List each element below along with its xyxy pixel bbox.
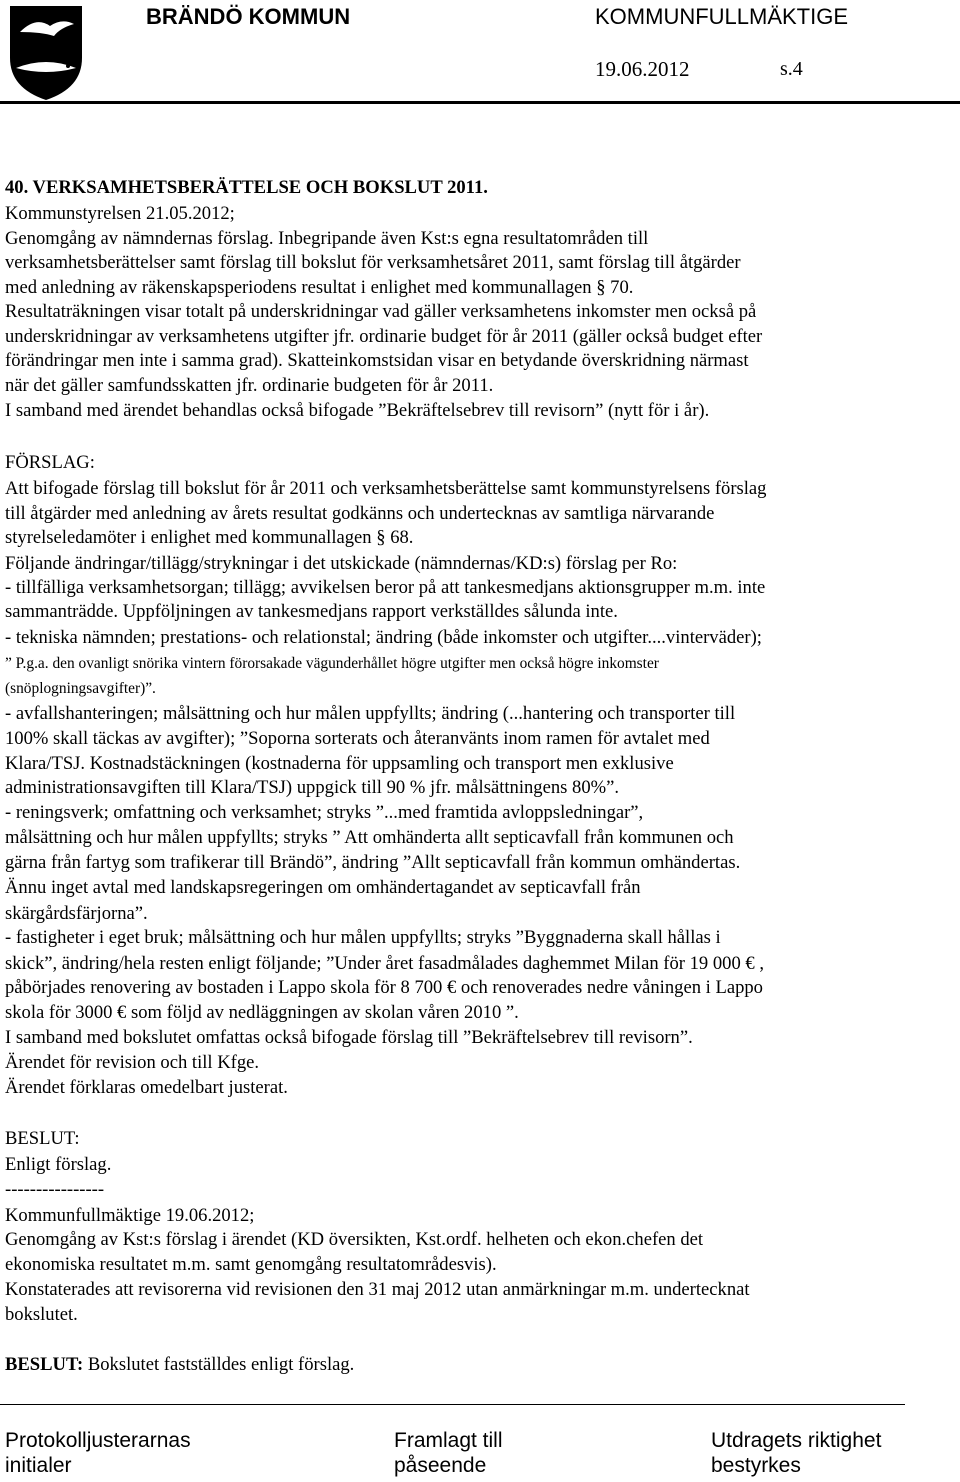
proposal-heading: FÖRSLAG: [5,452,95,473]
text-line: administrationsavgiften till Klara/TSJ) uppgick till 90 % jfr. målsättningens 80%”. [5,777,620,798]
footer-posted-line1: Framlagt till [394,1429,503,1452]
text-line: när det gäller samfundsskatten jfr. ordinarie budgeten för år 2011. [5,375,494,396]
text-line: påbörjades renovering av bostaden i Lappo skola för 8 700 € och renoverades nedre våningen i Lappo [5,977,763,998]
text-line: styrelseledamöter i enlighet med kommunallagen § 68. [5,527,414,548]
text-line: bokslutet. [5,1304,78,1325]
header-rule [0,101,960,104]
council-name: KOMMUNFULLMÄKTIGE [595,4,849,29]
text-line: Genomgång av nämndernas förslag. Inbegripande även Kst:s egna resultatområden till [5,228,649,249]
text-line: Följande ändringar/tillägg/strykningar i det utskickade (nämndernas/KD:s) förslag per Ro: [5,553,678,574]
text-line: förändringar men inte i samma grad). Skatteinkomstsidan visar en betydande överskridning närmast [5,350,749,371]
text-line: Genomgång av Kst:s förslag i ärendet (KD översikten, Kst.ordf. helheten och ekon.chefen det [5,1229,704,1250]
final-decision-text: Bokslutet fastställdes enligt förslag. [83,1354,355,1375]
footer-rule [0,1404,905,1405]
text-line: Kommunstyrelsen 21.05.2012; [5,203,235,224]
text-line: I samband med bokslutet omfattas också bifogade förslag till ”Bekräftelsebrev till revisorn”. [5,1027,693,1048]
footer-initials [5,1428,191,1478]
text-line: verksamhetsberättelser samt förslag till bokslut för verksamhetsåret 2011, samt förslag till åtgärder [5,252,741,273]
text-line: (snöplogningsavgifter)”. [5,680,156,697]
text-line: underskridningar av verksamhetens utgifter jfr. ordinarie budget för år 2011 (gäller också budget efter [5,326,763,347]
text-line: - tillfälliga verksamhetsorgan; tillägg; avvikelsen beror på att tankesmedjans aktionsgrupper m.m. inte [5,577,766,598]
footer-certified [711,1428,881,1478]
text-line: - tekniska nämnden; prestations- och relationstal; ändring (både inkomster och utgifter....vinterväder); [5,627,762,648]
footer-certified-line1: Utdragets riktighet [711,1429,882,1452]
text-line: skärgårdsfärjorna”. [5,903,148,924]
text-line: Att bifogade förslag till bokslut för år 2011 och verksamhetsberättelse samt kommunstyrelsens förslag [5,478,767,499]
text-line: - fastigheter i eget bruk; målsättning och hur målen uppfyllts; stryks ”Byggnaderna skall hållas i [5,927,721,948]
municipality-coat-of-arms [6,2,86,102]
text-line: till åtgärder med anledning av årets resultat godkänns och undertecknas av samtliga närvarande [5,503,715,524]
text-line: Resultaträkningen visar totalt på underskridningar vad gäller verksamhetens inkomster men också på [5,301,757,322]
text-line: I samband med ärendet behandlas också bifogade ”Bekräftelsebrev till revisorn” (nytt för i år). [5,400,710,421]
text-line: ” P.g.a. den ovanligt snörika vintern förorsakade vägunderhållet högre utgifter men också högre inkomster [5,655,659,672]
municipality-name: BRÄNDÖ KOMMUN [146,4,351,29]
decision-heading: BESLUT: [5,1128,80,1149]
footer-initials-line2: initialer [5,1454,72,1477]
text-line: Konstaterades att revisorerna vid revisionen den 31 maj 2012 utan anmärkningar m.m. undertecknat [5,1279,750,1300]
text-line: skola för 3000 € som följd av nedläggningen av skolan våren 2010 ”. [5,1002,519,1023]
final-decision [5,1354,354,1376]
text-line: målsättning och hur målen uppfyllts; stryks ” Att omhänderta allt septicavfall från kommunen och [5,827,734,848]
text-line: skick”, ändring/hela resten enligt följande; ”Under året fasadmålades daghemmet Milan för 19 000 € , [5,953,764,974]
text-line: gärna från fartyg som trafikerar till Brändö”, ändring ”Allt septicavfall från kommun omhändertas. [5,852,741,873]
footer-posted [394,1428,503,1478]
footer-initials-line1: Protokolljusterarnas [5,1429,191,1452]
final-decision-label: BESLUT: [5,1354,84,1375]
text-line: Ärendet förklaras omedelbart justerat. [5,1077,288,1098]
text-line: sammanträdde. Uppföljningen av tankesmedjans rapport verkställdes sålunda inte. [5,601,618,622]
page-number: s.4 [780,58,803,80]
text-line: Ännu inget avtal med landskapsregeringen om omhändertagandet av septicavfall från [5,877,641,898]
meeting-date: 19.06.2012 [595,57,690,81]
section-heading: 40. VERKSAMHETSBERÄTTELSE OCH BOKSLUT 2011. [5,177,488,198]
text-line: Kommunfullmäktige 19.06.2012; [5,1205,255,1226]
text-line: 100% skall täckas av avgifter); ”Soporna sorterats och återanvänts inom ramen för avtalet med [5,728,710,749]
text-line: Ärendet för revision och till Kfge. [5,1052,260,1073]
separator-line: ---------------- [5,1179,105,1200]
text-line: Enligt förslag. [5,1154,112,1175]
footer-posted-line2: påseende [394,1454,487,1477]
text-line: ekonomiska resultatet m.m. samt genomgång resultatområdesvis). [5,1254,497,1275]
footer-certified-line2: bestyrkes [711,1454,801,1477]
text-line: - reningsverk; omfattning och verksamhet; stryks ”...med framtida avloppsledningar”, [5,802,644,823]
text-line: - avfallshanteringen; målsättning och hur målen uppfyllts; ändring (...hantering och transporter till [5,703,736,724]
text-line: med anledning av räkenskapsperiodens resultat i enlighet med kommunallagen § 70. [5,277,634,298]
text-line: Klara/TSJ. Kostnadstäckningen (kostnaderna för uppsamling och transport men exklusive [5,753,674,774]
